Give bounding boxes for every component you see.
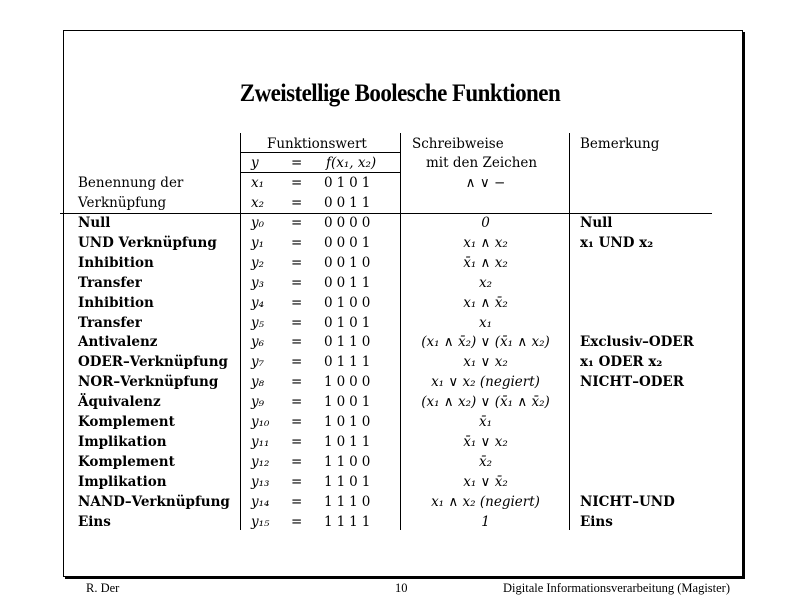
row-y: y₁₂ [251, 453, 270, 470]
row-expression: 1 [481, 513, 490, 530]
header-x1: x₁ [251, 175, 265, 191]
page-title: Zweistellige Boolesche Funktionen [239, 80, 561, 107]
header-x2-eq: = [291, 195, 303, 211]
row-bits: 1111 [324, 513, 375, 530]
row-bits: 0010 [324, 254, 375, 271]
table-hline-fx [240, 172, 400, 173]
row-expression: x̄₁ [478, 414, 493, 430]
header-x1-bits: 0101 [324, 175, 375, 191]
table-hline-main [60, 213, 712, 214]
row-eq: = [291, 254, 303, 271]
row-expression: x₁ ∨ x̄₂ [463, 473, 508, 490]
row-y: y₁₃ [251, 473, 270, 490]
row-expression: x₁ ∨ x₂ (negiert) [431, 374, 540, 391]
row-expression: x̄₁ ∨ x₂ [463, 433, 508, 450]
row-note: x₁ ODER x₂ [580, 354, 663, 371]
header-schreibweise-2: mit den Zeichen [426, 155, 538, 171]
row-name: Null [78, 215, 111, 231]
row-y: y₃ [251, 274, 265, 291]
row-y: y₇ [251, 354, 265, 371]
row-bits: 0110 [324, 334, 375, 351]
row-note: NICHT–UND [580, 493, 675, 510]
footer-course: Digitale Informationsverarbeitung (Magister) [503, 581, 731, 595]
header-zeichen: ∧ ∨ − [465, 175, 506, 191]
header-x2: x₂ [251, 195, 265, 211]
row-eq: = [291, 473, 303, 490]
row-y: y₄ [251, 294, 265, 311]
row-note: Exclusiv–ODER [580, 334, 694, 351]
row-bits: 0111 [324, 354, 375, 371]
header-bemerkung: Bemerkung [580, 136, 660, 152]
row-expression: x₁ ∨ x₂ [463, 354, 508, 371]
row-y: y₀ [251, 215, 265, 231]
row-name: Implikation [78, 433, 167, 450]
row-eq: = [291, 274, 303, 291]
row-eq: = [291, 294, 303, 311]
footer-author: R. Der [86, 581, 120, 595]
row-expression: x̄₁ ∧ x₂ [463, 254, 508, 271]
row-name: Transfer [78, 274, 142, 291]
row-eq: = [291, 374, 303, 391]
row-y: y₁ [251, 234, 265, 251]
row-expression: x̄₂ [478, 453, 493, 470]
row-bits: 1000 [324, 374, 375, 391]
table-hline-header [240, 152, 400, 153]
header-x2-bits: 0011 [324, 195, 375, 211]
row-name: UND Verknüpfung [78, 234, 217, 251]
row-name: ODER–Verknüpfung [78, 354, 228, 371]
row-eq: = [291, 215, 303, 231]
header-y: y [251, 155, 259, 171]
row-eq: = [291, 314, 303, 331]
header-schreibweise-1: Schreibweise [412, 136, 504, 152]
row-bits: 1101 [324, 473, 375, 490]
row-name: NOR–Verknüpfung [78, 374, 219, 391]
row-expression: x₁ [478, 314, 493, 331]
row-y: y₉ [251, 394, 265, 411]
row-eq: = [291, 334, 303, 351]
row-bits: 1100 [324, 453, 375, 470]
row-note: NICHT–ODER [580, 374, 684, 391]
row-note: Null [580, 215, 613, 231]
row-eq: = [291, 234, 303, 251]
row-y: y₁₀ [251, 414, 270, 430]
row-bits: 1001 [324, 394, 375, 411]
row-name: Inhibition [78, 294, 154, 311]
row-y: y₁₁ [251, 433, 270, 450]
row-name: Komplement [78, 414, 175, 430]
row-y: y₁₅ [251, 513, 270, 530]
row-bits: 1110 [324, 493, 375, 510]
row-eq: = [291, 354, 303, 371]
row-eq: = [291, 513, 303, 530]
row-expression: 0 [481, 215, 490, 231]
row-eq: = [291, 414, 303, 430]
row-eq: = [291, 493, 303, 510]
row-expression: x₁ ∧ x₂ (negiert) [431, 493, 540, 510]
row-bits: 0001 [324, 234, 375, 251]
table-vline-2 [400, 133, 401, 530]
row-note: x₁ UND x₂ [580, 234, 654, 251]
row-expression: (x₁ ∧ x₂) ∨ (x̄₁ ∧ x̄₂) [421, 394, 550, 411]
row-bits: 0101 [324, 314, 375, 331]
row-expression: (x₁ ∧ x̄₂) ∨ (x̄₁ ∧ x₂) [421, 334, 550, 351]
header-funktionswert: Funktionswert [267, 136, 367, 152]
row-name: Eins [78, 513, 111, 530]
row-eq: = [291, 394, 303, 411]
header-x1-eq: = [291, 175, 303, 191]
row-y: y₂ [251, 254, 265, 271]
row-expression: x₁ ∧ x̄₂ [463, 294, 508, 311]
row-name: Transfer [78, 314, 142, 331]
table-vline-3 [569, 133, 570, 530]
row-y: y₅ [251, 314, 265, 331]
row-expression: x₁ ∧ x₂ [463, 234, 508, 251]
row-note: Eins [580, 513, 613, 530]
row-y: y₈ [251, 374, 265, 391]
table-vline-1 [240, 133, 241, 530]
row-name: Implikation [78, 473, 167, 490]
header-eq: = [291, 155, 303, 171]
row-bits: 0011 [324, 274, 375, 291]
row-y: y₆ [251, 334, 265, 351]
row-eq: = [291, 433, 303, 450]
header-benennung-1: Benennung der [78, 175, 184, 191]
row-name: NAND–Verknüpfung [78, 493, 230, 510]
row-bits: 0000 [324, 215, 375, 231]
row-name: Antivalenz [78, 334, 158, 351]
row-name: Inhibition [78, 254, 154, 271]
row-bits: 1011 [324, 433, 375, 450]
header-fx: f(x₁, x₂) [326, 155, 377, 171]
row-name: Komplement [78, 453, 175, 470]
row-bits: 1010 [324, 414, 375, 430]
row-name: Äquivalenz [78, 394, 161, 411]
row-bits: 0100 [324, 294, 375, 311]
row-expression: x₂ [478, 274, 493, 291]
header-benennung-2: Verknüpfung [78, 195, 167, 211]
row-y: y₁₄ [251, 493, 270, 510]
row-eq: = [291, 453, 303, 470]
footer-page-number: 10 [395, 581, 408, 595]
